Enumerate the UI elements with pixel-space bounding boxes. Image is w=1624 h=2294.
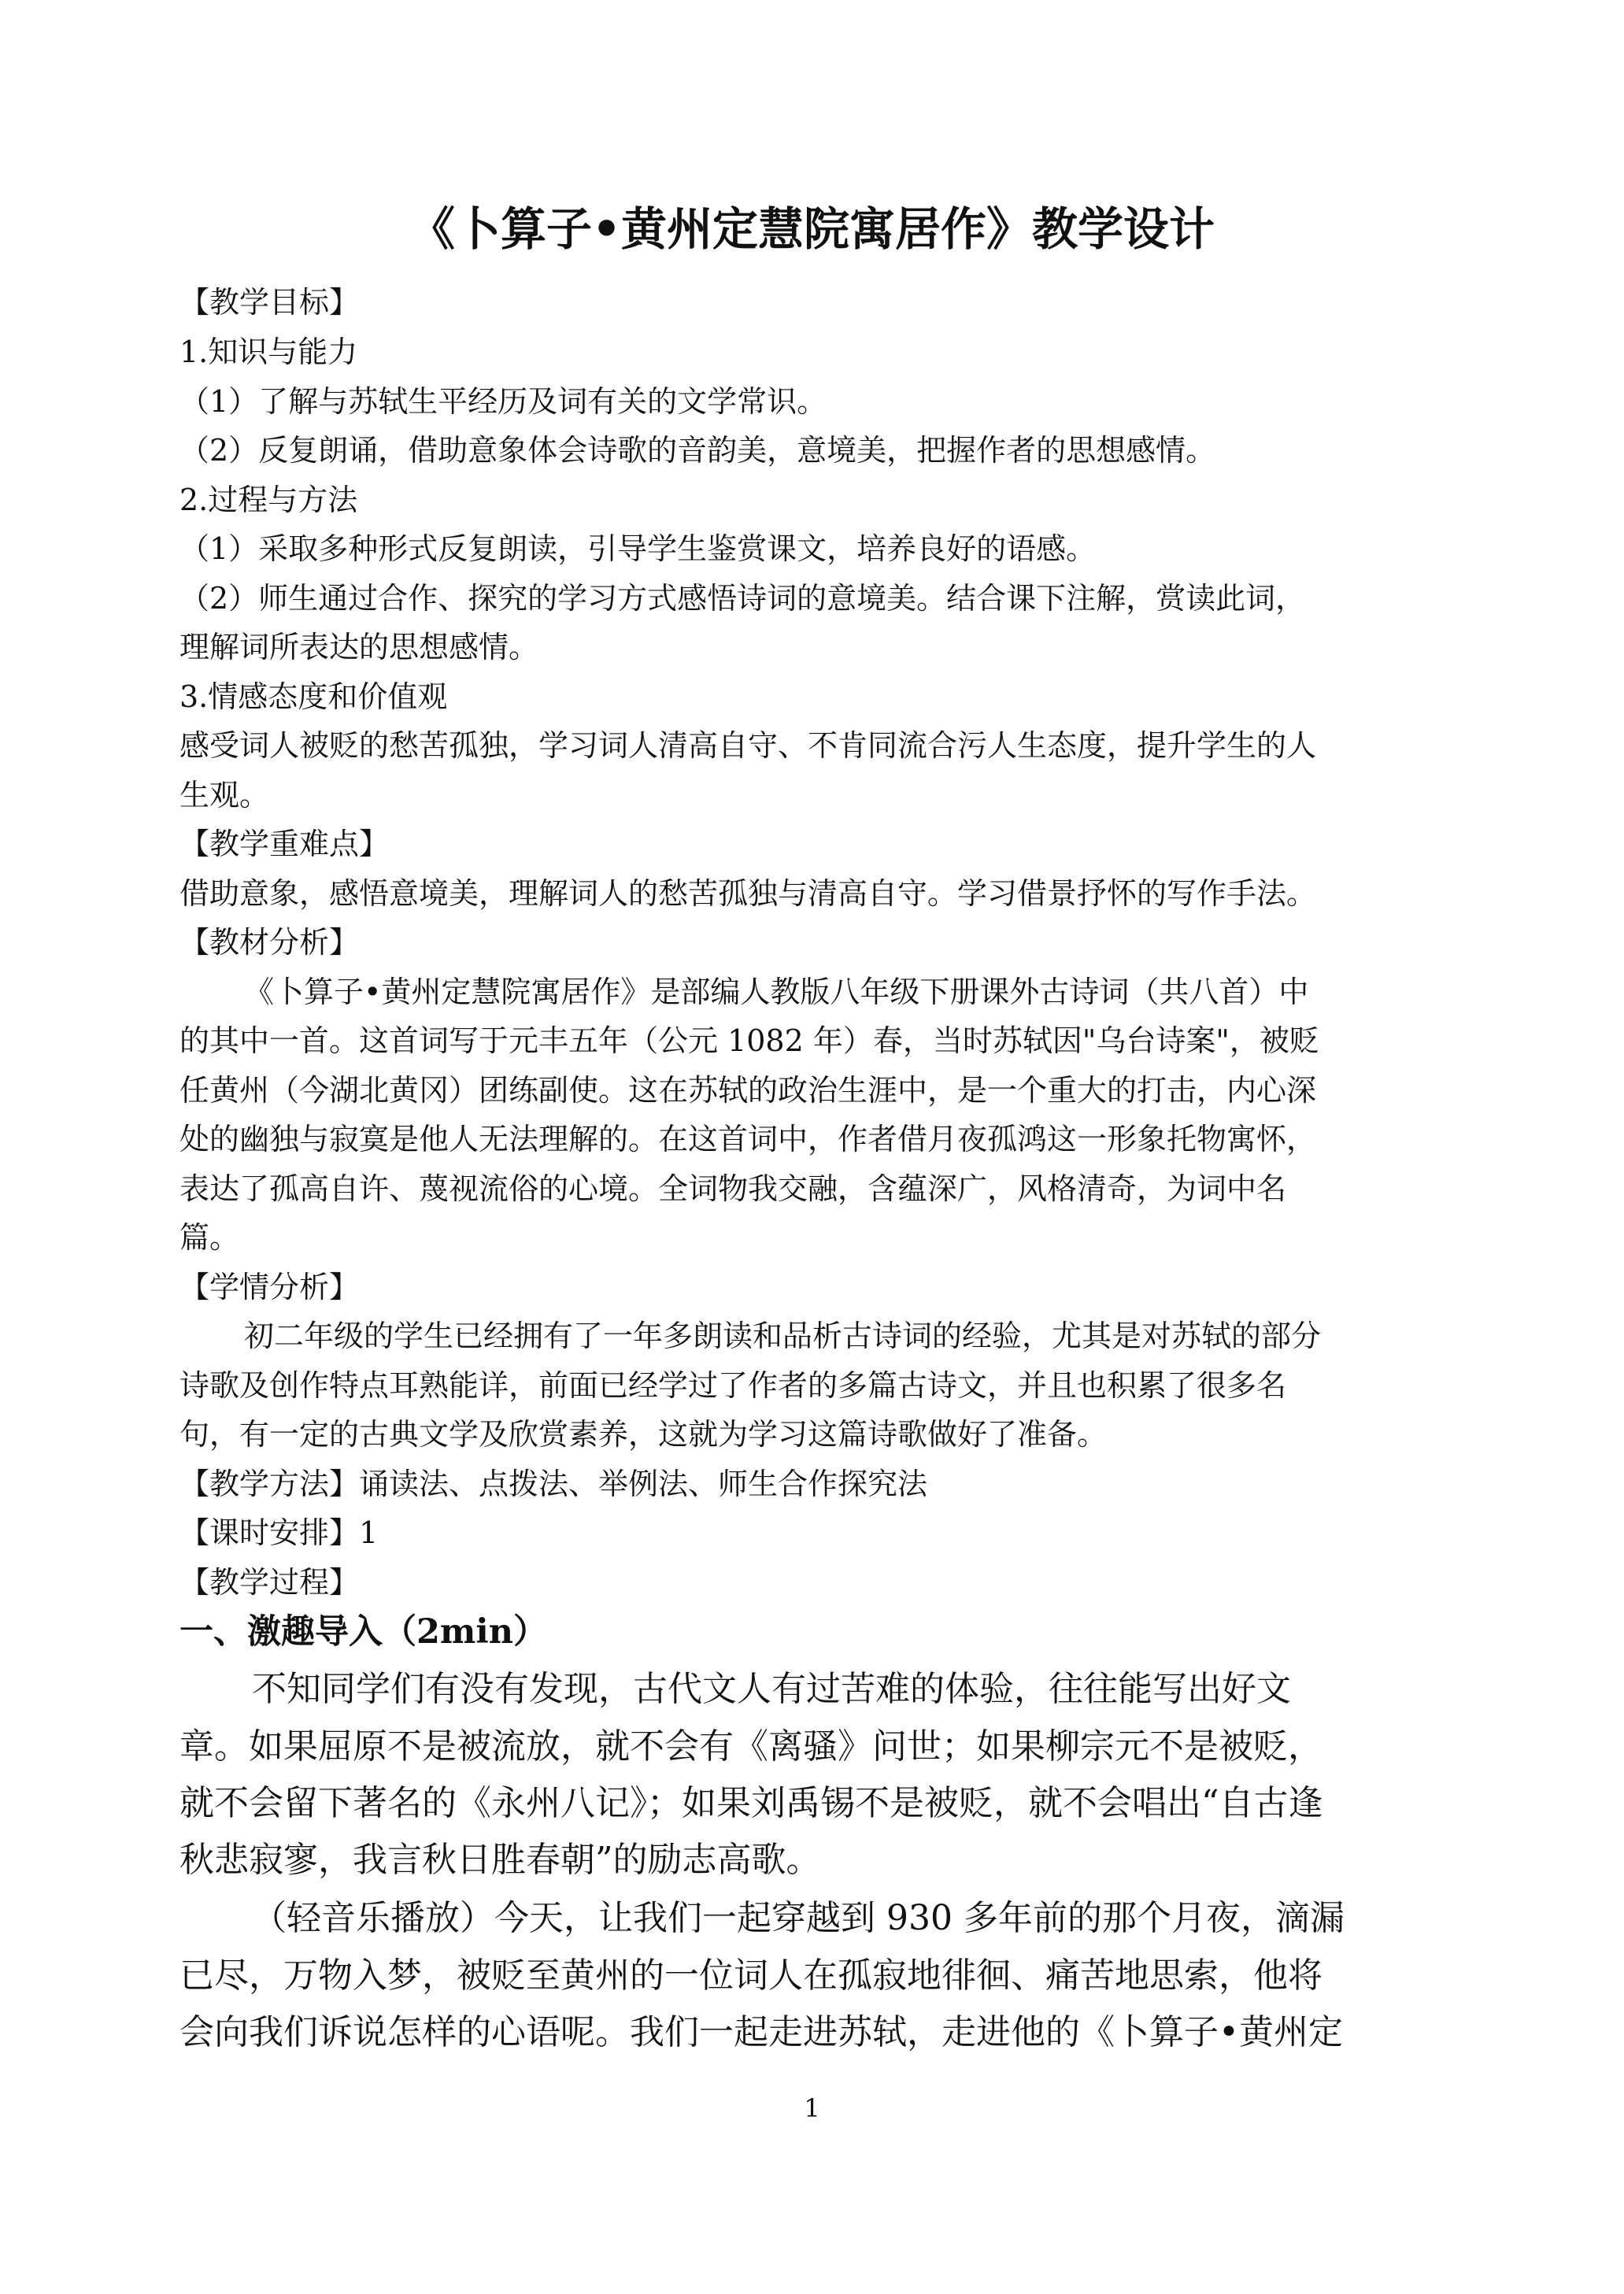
- page-number: 1: [804, 2093, 820, 2123]
- text-line: 借助意象，感悟意境美，理解词人的愁苦孤独与清高自守。学习借景抒怀的写作手法。: [179, 876, 1317, 911]
- heading-key-points: 【教学重难点】: [179, 827, 390, 861]
- body-line: 秋悲寂寥，我言秋日胜春朝”的励志高歌。: [179, 1840, 821, 1880]
- heading-student-analysis: 【学情分析】: [179, 1270, 360, 1304]
- text-line: 感受词人被贬的愁苦孤独，学习词人清高自守、不肯同流合污人生态度，提升学生的人: [179, 728, 1317, 763]
- text-line: 句，有一定的古典文学及欣赏素养，这就为学习这篇诗歌做好了准备。: [179, 1417, 1108, 1452]
- text-line: 1.知识与能力: [179, 335, 358, 369]
- text-line: 【课时安排】1: [179, 1515, 379, 1550]
- text-line: 3.情感态度和价值观: [179, 679, 448, 714]
- text-line: 【教学方法】诵读法、点拨法、举例法、师生合作探究法: [179, 1467, 928, 1501]
- text-line: （2）师生通过合作、探究的学习方式感悟诗词的意境美。结合课下注解，赏读此词，: [179, 581, 1306, 616]
- text-line: 表达了孤高自许、蔑视流俗的心境。全词物我交融，含蕴深广，风格清奇，为词中名: [179, 1171, 1287, 1206]
- text-line: 处的幽独与寂寞是他人无法理解的。在这首词中，作者借月夜孤鸿这一形象托物寓怀，: [179, 1122, 1317, 1156]
- section-heading: 一、激趣导入（2min）: [179, 1612, 548, 1652]
- text-line: 《卜算子•黄州定慧院寓居作》是部编人教版八年级下册课外古诗词（共八首）中: [244, 975, 1309, 1009]
- text-line: （1）了解与苏轼生平经历及词有关的文学常识。: [179, 384, 827, 419]
- heading-teaching-process: 【教学过程】: [179, 1565, 360, 1600]
- body-line: 就不会留下著名的《永州八记》；如果刘禹锡不是被贬，就不会唱出“自古逢: [179, 1783, 1323, 1823]
- text-line: 生观。: [179, 778, 270, 812]
- text-line: （1）采取多种形式反复朗读，引导学生鉴赏课文，培养良好的语感。: [179, 531, 1097, 566]
- body-line: 章。如果屈原不是被流放，就不会有《离骚》问世；如果柳宗元不是被贬，: [179, 1726, 1323, 1767]
- text-line: 篇。: [179, 1220, 240, 1255]
- text-line: 初二年级的学生已经拥有了一年多朗读和品析古诗词的经验，尤其是对苏轼的部分: [244, 1319, 1322, 1353]
- text-line: 的其中一首。这首词写于元丰五年（公元 1082 年）春，当时苏轼因"乌台诗案"，被贬: [179, 1023, 1319, 1058]
- heading-material-analysis: 【教材分析】: [179, 925, 360, 960]
- body-line: 不知同学们有没有发现，古代文人有过苦难的体验，往往能写出好文: [252, 1669, 1291, 1709]
- body-line: 已尽，万物入梦，被贬至黄州的一位词人在孤寂地徘徊、痛苦地思索，他将: [179, 1955, 1323, 1996]
- heading-teaching-goals: 【教学目标】: [179, 285, 360, 320]
- text-line: （2）反复朗诵，借助意象体会诗歌的音韵美，意境美，把握作者的思想感情。: [179, 433, 1216, 468]
- text-line: 2.过程与方法: [179, 483, 358, 517]
- body-line: （轻音乐播放）今天，让我们一起穿越到 930 多年前的那个月夜，滴漏: [252, 1898, 1345, 1938]
- text-line: 诗歌及创作特点耳熟能详，前面已经学过了作者的多篇古诗文，并且也积累了很多名: [179, 1368, 1287, 1403]
- body-line: 会向我们诉说怎样的心语呢。我们一起走进苏轼，走进他的《卜算子•黄州定: [179, 2012, 1343, 2052]
- document-title: 《卜算子•黄州定慧院寓居作》教学设计: [409, 202, 1215, 256]
- text-line: 任黄州（今湖北黄冈）团练副使。这在苏轼的政治生涯中，是一个重大的打击，内心深: [179, 1073, 1317, 1108]
- text-line: 理解词所表达的思想感情。: [179, 630, 539, 664]
